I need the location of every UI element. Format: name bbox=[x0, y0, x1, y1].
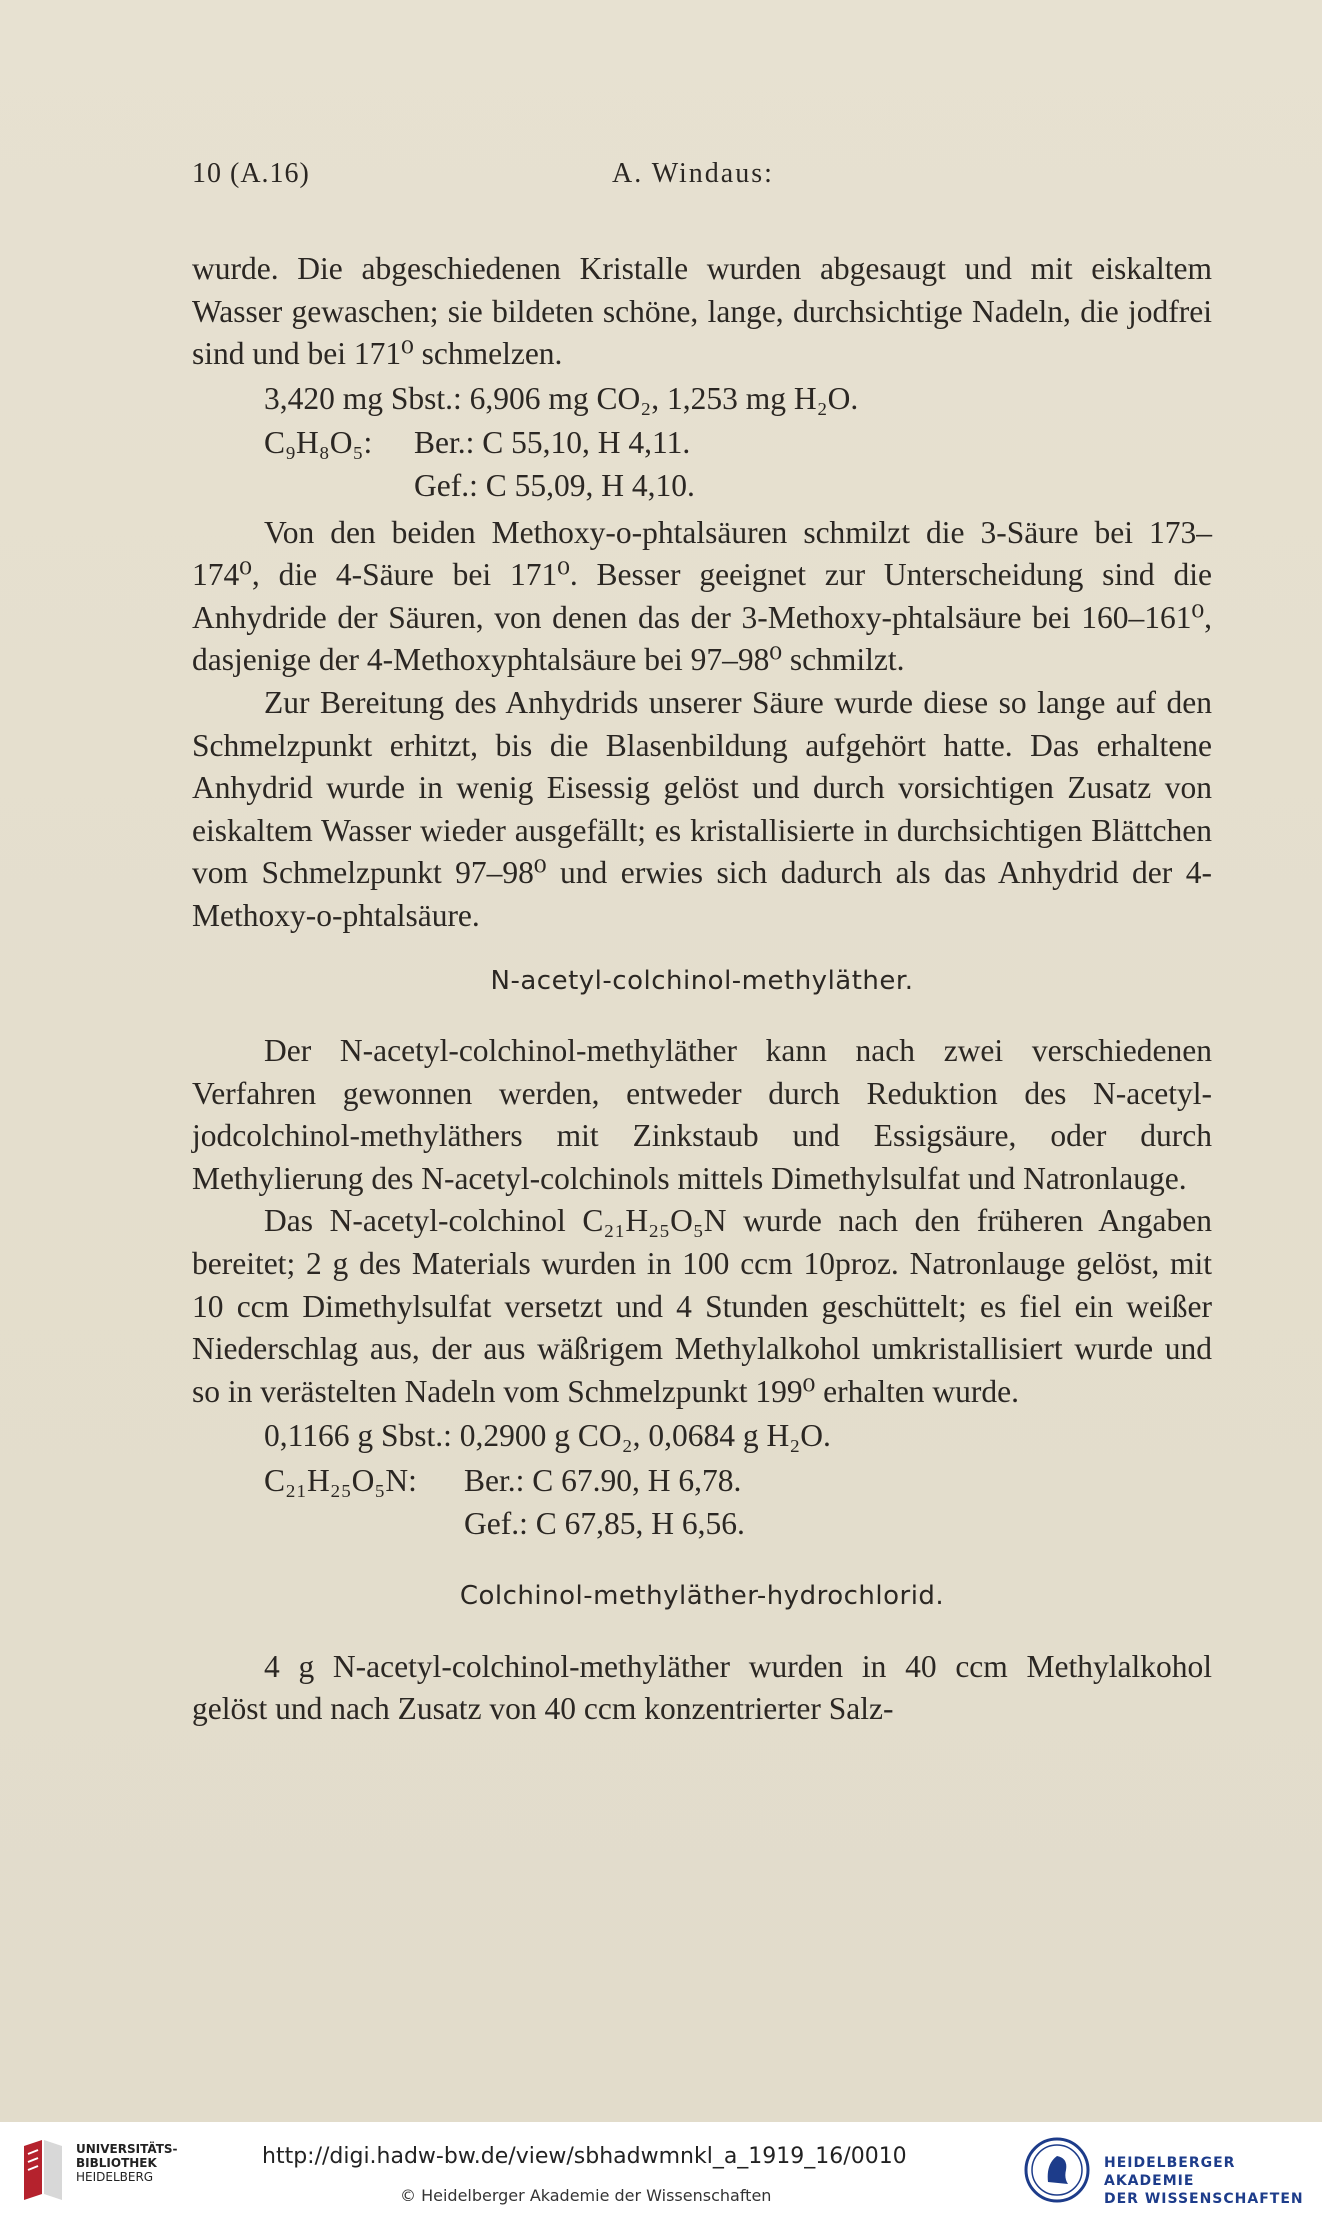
university-library-name: UNIVERSITÄTS- BIBLIOTHEK HEIDELBERG bbox=[76, 2142, 178, 2184]
analysis-2-calculated bbox=[192, 1460, 1212, 1503]
analysis-1-ber: Ber.: C 55,10, H 4,11. bbox=[414, 425, 691, 461]
paragraph-6: 4 g N-acetyl-colchinol-methyläther wurden in 40 ccm Methylalkohol gelöst und nach Zusatz von 40 ccm konzentrierter Salz- bbox=[192, 1648, 1212, 1727]
academy-name: HEIDELBERGER AKADEMIE DER WISSENSCHAFTEN bbox=[1104, 2155, 1304, 2207]
section-heading-1: N-acetyl-colchinol-methyläther. bbox=[490, 965, 914, 996]
analysis-1-calculated bbox=[192, 422, 1212, 465]
analysis-2-found: Gef.: C 67,85, H 6,56. bbox=[464, 1505, 745, 1541]
analysis-2-ber: Ber.: C 67.90, H 6,78. bbox=[464, 1463, 742, 1499]
paragraph-4: Der N-acetyl-colchinol-methyläther kann nach zwei verschiedenen Verfahren gewonnen werden, entweder durch Reduktion des N-acetyl-jodcolchinol-methyläthers mit Zinkstaub und Essigsäure, oder durch Methylierung des N-acetyl-colchinols mittels Dimethylsulfat und Natronlauge. bbox=[192, 1033, 1212, 1196]
running-header bbox=[192, 158, 1216, 198]
analysis-1-found: Gef.: C 55,09, H 4,10. bbox=[414, 467, 695, 503]
permalink-url[interactable]: http://digi.hadw-bw.de/view/sbhadwmnkl_a_1919_16/0010 bbox=[262, 2144, 907, 2169]
running-author: A. Windaus: bbox=[612, 158, 774, 189]
section-heading-2: Colchinol-methyläther-hydrochlorid. bbox=[459, 1581, 945, 1612]
analysis-2-formula: C₂₁H₂₅O₅N: bbox=[264, 1463, 417, 1499]
paragraph-3: Zur Bereitung des Anhydrids unserer Säure wurde diese so lange auf den Schmelzpunkt erhitzt, bis die Blasenbildung aufgehört hatte. Das erhaltene Anhydrid wurde in wenig Eisessig gelöst und durch vorsichtigen Zusatz von eiskaltem Wasser wieder ausgefällt; es kristallisierte in durchsichtigen Blättchen vom Schmelzpunkt 97–98⁰ und erwies sich dadurch als das Anhydrid der 4-Methoxy-o-phtalsäure. bbox=[192, 684, 1212, 933]
academy-seal-logo-icon bbox=[1024, 2134, 1090, 2206]
paragraph-2: Von den beiden Methoxy-o-phtalsäuren schmilzt die 3-Säure bei 173–174⁰, die 4-Säure bei 171⁰. Besser geeignet zur Unterscheidung sind die Anhydride der Säuren, von denen das der 3-Methoxy-phtalsäure bei 160–161⁰, dasjenige der 4-Methoxyphtalsäure bei 97–98⁰ schmilzt. bbox=[192, 514, 1212, 678]
page-number: 10 (A.16) bbox=[192, 158, 310, 189]
paragraph-1: wurde. Die abgeschiedenen Kristalle wurden abgesaugt und mit eiskaltem Wasser gewaschen; sie bildeten schöne, lange, durchsichtige Nadeln, die jodfrei sind und bei 171⁰ schmelzen. bbox=[192, 251, 1212, 372]
university-library-logo-icon bbox=[14, 2138, 70, 2202]
analysis-2-sample: 0,1166 g Sbst.: 0,2900 g CO₂, 0,0684 g H₂O. bbox=[264, 1418, 831, 1454]
paragraph-5: Das N-acetyl-colchinol C₂₁H₂₅O₅N wurde nach den früheren Angaben bereitet; 2 g des Materials wurden in 100 ccm 10proz. Natronlauge gelöst, mit 10 ccm Dimethylsulfat versetzt und 4 Stunden geschüttelt; es fiel ein weißer Niederschlag aus, der aus wäßrigem Methylalkohol umkristallisiert wurde und so in verästelten Nadeln vom Schmelzpunkt 199⁰ erhalten wurde. bbox=[192, 1203, 1212, 1409]
copyright-notice: © Heidelberger Akademie der Wissenschaften bbox=[400, 2186, 772, 2205]
viewer-footer bbox=[0, 2122, 1322, 2218]
analysis-1-formula: C₉H₈O₅: bbox=[264, 425, 373, 461]
body-text bbox=[192, 248, 1212, 1731]
analysis-1-sample: 3,420 mg Sbst.: 6,906 mg CO₂, 1,253 mg H₂O. bbox=[264, 380, 859, 416]
